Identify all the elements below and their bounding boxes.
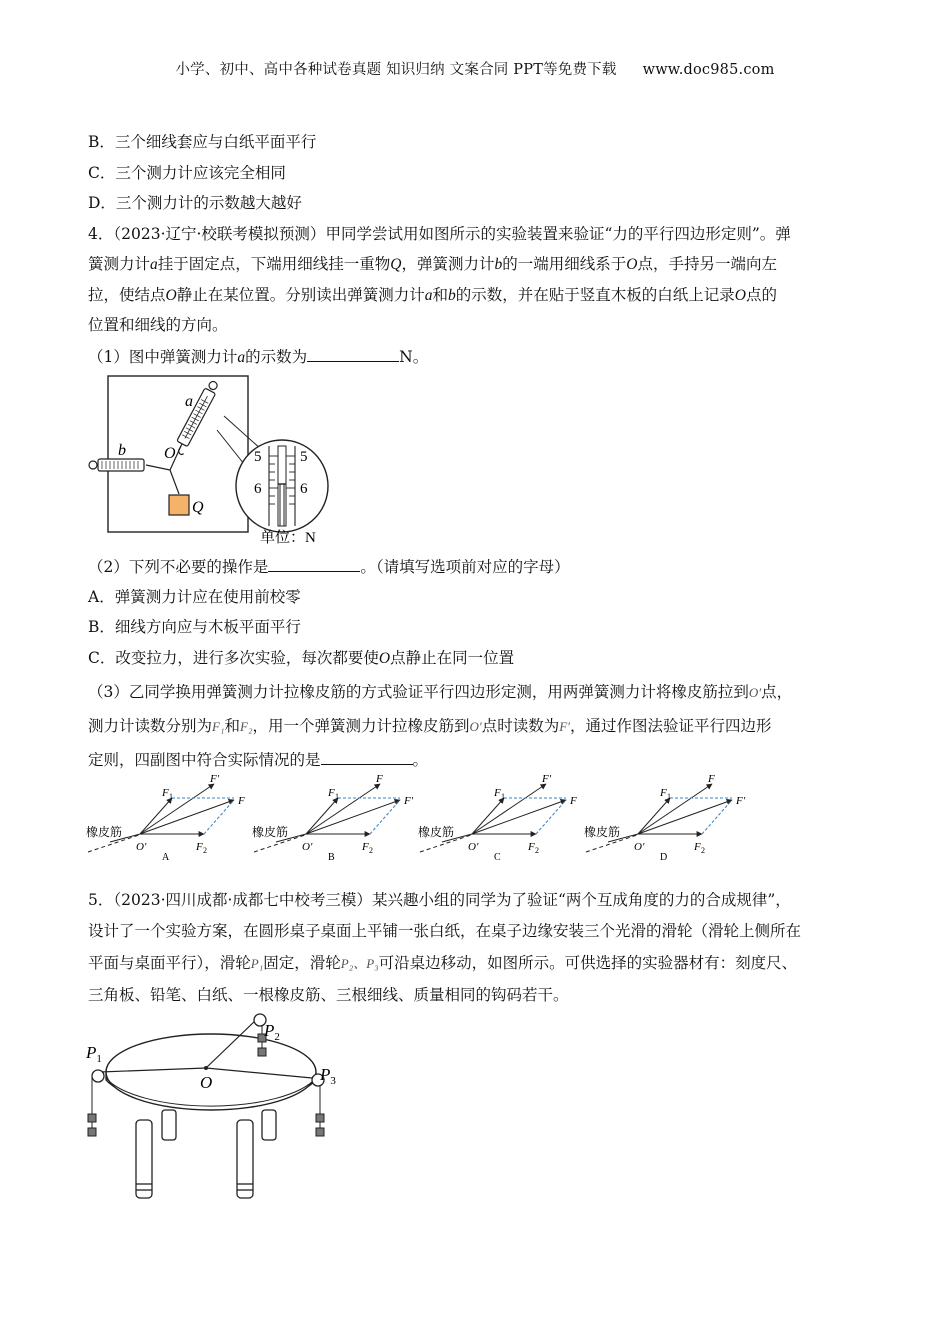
spring-balance-a	[172, 379, 220, 455]
q5-line-2: 设计了一个实验方案，在圆形桌子桌面上平铺一张白纸，在桌子边缘安装三个光滑的滑轮（滑轮上侧所在	[88, 922, 802, 940]
diagram-b	[252, 773, 414, 860]
svg-text:2: 2	[369, 846, 373, 855]
svg-text:橡皮筋: 橡皮筋	[86, 825, 123, 839]
q5-line-4: 三角板、铅笔、白纸、一根橡皮筋、三根细线、质量相同的钩码若干。	[88, 986, 569, 1004]
header-text: 小学、初中、高中各种试卷真题 知识归纳 文案合同 PPT等免费下载	[175, 62, 617, 78]
svg-text:O′: O′	[136, 841, 147, 853]
q3-option-d: D．三个测力计的示数越大越好	[88, 194, 302, 212]
q4-option-b: B．细线方向应与木板平面平行	[88, 618, 301, 636]
q4-part-3-line-1: （3）乙同学换用弹簧测力计拉橡皮筋的方式验证平行四边形定测，用两弹簧测力计将橡皮筋拉到O′点，	[88, 683, 793, 701]
string-b	[146, 465, 170, 470]
option-label-b: B	[328, 852, 335, 860]
q4-option-c: C．改变拉力，进行多次实验，每次都要使O点静止在同一位置	[88, 649, 515, 667]
svg-text:F: F	[362, 841, 369, 853]
option-label-d: D	[660, 852, 668, 860]
svg-text:1: 1	[169, 792, 173, 801]
q4-part-3-line-2: 测力计读数分别为F₁和F₂，用一个弹簧测力计拉橡皮筋到O′点时读数为F′，通过作图法验证平行四边形	[88, 717, 772, 735]
svg-text:F: F	[694, 841, 701, 853]
svg-text:O′: O′	[302, 841, 313, 853]
svg-text:F: F	[660, 787, 667, 799]
svg-text:1: 1	[501, 792, 505, 801]
zoom-line-1	[224, 416, 262, 450]
parallelogram-options-figure	[84, 770, 764, 860]
option-label-a: A	[162, 852, 170, 860]
weights-p1	[88, 1076, 96, 1136]
q4-part-2: （2）下列不必要的操作是 。（请填写选项前对应的字母）	[88, 558, 570, 576]
svg-text:橡皮筋: 橡皮筋	[252, 825, 289, 839]
table-legs	[136, 1110, 276, 1198]
svg-text:2: 2	[535, 846, 539, 855]
table-top	[106, 1034, 316, 1110]
svg-text:F: F	[328, 787, 335, 799]
label-o: O	[200, 1073, 213, 1092]
knot-o	[204, 1066, 208, 1070]
svg-text:2: 2	[203, 846, 207, 855]
page-header	[0, 58, 950, 79]
round-table-figure	[84, 1010, 354, 1205]
string-q	[170, 470, 179, 494]
pulley-p1	[92, 1070, 104, 1082]
svg-text:橡皮筋: 橡皮筋	[418, 825, 455, 839]
label-q: Q	[192, 499, 204, 516]
svg-text:F: F	[708, 773, 715, 785]
svg-text:1: 1	[667, 792, 671, 801]
option-label-c: C	[494, 852, 501, 860]
spring-balance-b	[89, 459, 144, 471]
zoom-line-2	[217, 430, 244, 464]
q4-line-3: 拉，使结点O静止在某位置。分别读出弹簧测力计a和b的示数，并在贴于竖直木板的白纸上记录O点的	[88, 286, 777, 304]
diagram-d	[584, 773, 746, 860]
unit-label: 单位：N	[260, 530, 316, 546]
tick-5-left: 5	[254, 449, 262, 465]
svg-text:1: 1	[335, 792, 339, 801]
svg-text:橡皮筋: 橡皮筋	[584, 825, 621, 839]
label-a: a	[185, 393, 193, 410]
answer-blank-3[interactable]	[321, 749, 413, 765]
q4-option-a: A．弹簧测力计应在使用前校零	[88, 588, 301, 606]
q4-line-2: 簧测力计a挂于固定点，下端用细线挂一重物Q，弹簧测力计b的一端用细线系于O点，手持另一端向左	[88, 255, 777, 273]
diagram-c	[418, 773, 577, 860]
header-url: www.doc985.com	[642, 62, 775, 78]
svg-text:F′: F′	[210, 773, 220, 785]
svg-text:O′: O′	[634, 841, 645, 853]
svg-text:F′: F′	[542, 773, 552, 785]
label-p3: $P_3$	[320, 1065, 336, 1087]
q4-line-4: 位置和细线的方向。	[88, 316, 228, 334]
q3-option-c: C．三个测力计应该完全相同	[88, 164, 286, 182]
tick-6-left: 6	[254, 481, 262, 497]
label-o: O	[164, 445, 176, 462]
answer-blank-2[interactable]	[268, 556, 360, 572]
svg-text:F: F	[196, 841, 203, 853]
svg-text:F: F	[528, 841, 535, 853]
svg-text:O′: O′	[468, 841, 479, 853]
svg-text:F: F	[162, 787, 169, 799]
weights-p3	[316, 1086, 324, 1136]
q4-part-3-line-3: 定则，四副图中符合实际情况的是 。	[88, 751, 429, 769]
tick-5-right: 5	[300, 449, 308, 465]
q4-part-1: （1）图中弹簧测力计a的示数为 N。	[88, 348, 429, 366]
label-p2: $P_2$	[264, 1021, 280, 1043]
svg-text:F: F	[376, 773, 383, 785]
label-b: b	[118, 442, 126, 459]
q5-source: （2023·四川成都·成都七中校考三模）	[113, 891, 372, 909]
q4-line-1: 4．（2023·辽宁·校联考模拟预测）甲同学尝试用如图所示的实验装置来验证“力的平行四边形定则”。弹	[88, 225, 791, 243]
answer-blank-1[interactable]	[307, 346, 399, 362]
label-p1: $P_1$	[86, 1043, 102, 1065]
svg-text:F: F	[494, 787, 501, 799]
diagram-a	[86, 773, 245, 860]
tick-6-right: 6	[300, 481, 308, 497]
q3-option-b: B．三个细线套应与白纸平面平行	[88, 133, 317, 151]
svg-text:2: 2	[701, 846, 705, 855]
q5-line-1: 5．（2023·四川成都·成都七中校考三模）某兴趣小组的同学为了验证“两个互成角度的力的合成规律”，	[88, 891, 791, 909]
svg-text:F: F	[238, 795, 245, 807]
q5-line-3: 平面与桌面平行），滑轮P₁固定，滑轮P₂、P₃可沿桌边移动，如图所示。可供选择的实验器材有：刻度尺、	[88, 954, 798, 972]
svg-text:F′: F′	[736, 795, 746, 807]
svg-text:F′: F′	[404, 795, 414, 807]
weight-q	[169, 495, 189, 515]
q4-source: （2023·辽宁·校联考模拟预测）	[113, 225, 326, 243]
spring-balance-figure	[84, 372, 344, 550]
svg-text:F: F	[570, 795, 577, 807]
